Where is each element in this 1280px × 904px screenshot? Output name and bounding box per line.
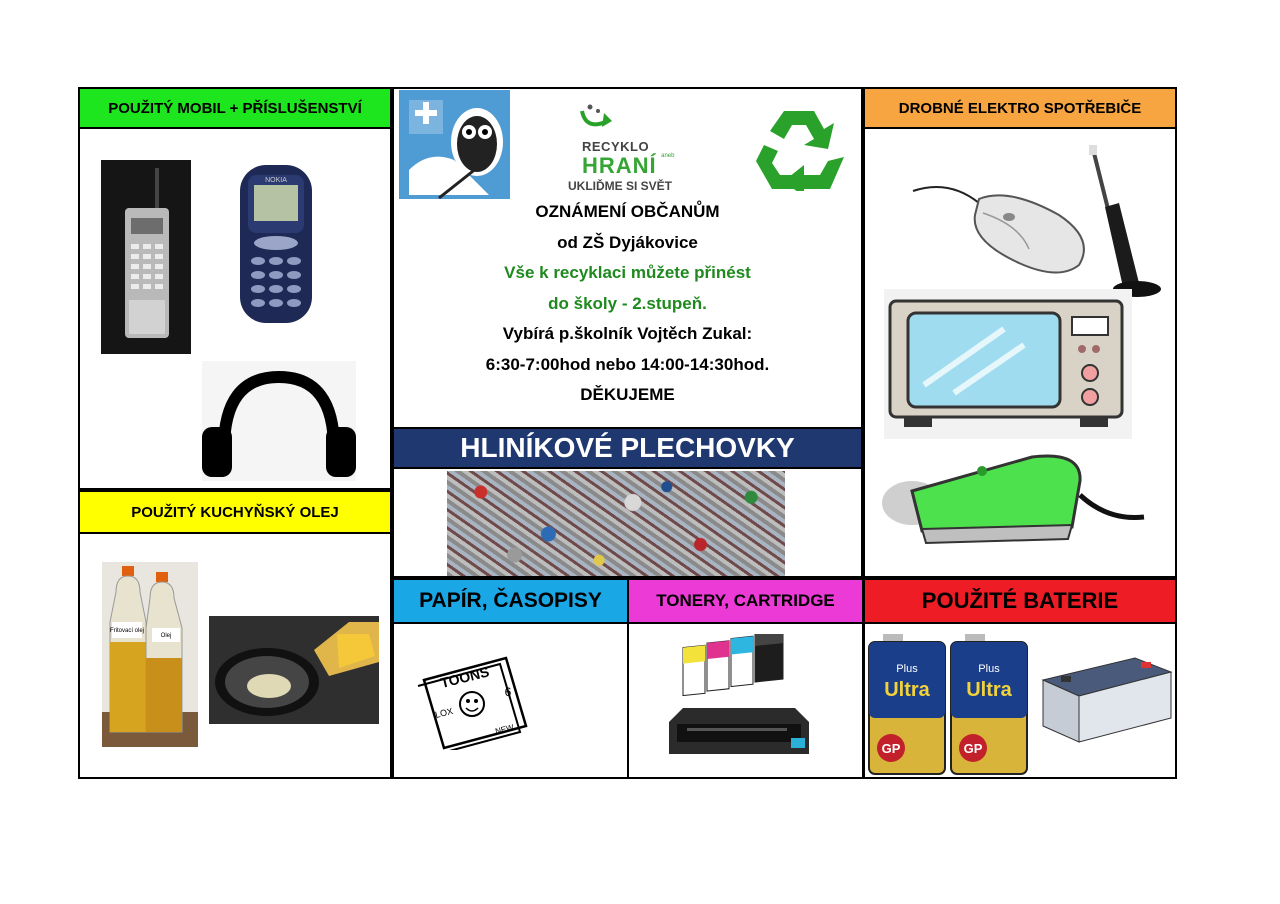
toner-cartridge-image [663, 704, 811, 762]
crushed-cans-image [447, 471, 785, 576]
header-electro [863, 87, 1177, 129]
brick-phone-image [101, 160, 191, 354]
car-battery-image [1039, 652, 1173, 744]
battery1-brand: GP [881, 741, 901, 756]
panel-paper [392, 622, 629, 779]
computer-mouse-image [909, 179, 1089, 275]
header-paper-label: PAPÍR, ČASOPISY [419, 589, 602, 612]
magazine-tag2: NEW [494, 722, 515, 736]
magazine-number: 6 [504, 685, 512, 699]
panel-announcement [392, 87, 863, 429]
recycle-icon [754, 105, 846, 191]
announcement-text [394, 197, 861, 411]
header-batteries [863, 578, 1177, 624]
header-paper [392, 578, 629, 624]
announcement-green-2: do školy - 2.stupeň. [548, 293, 707, 313]
header-oil-label: POUŽITÝ KUCHYŇSKÝ OLEJ [131, 503, 339, 521]
bottle-label-1: Fritovací olej [109, 628, 145, 634]
frying-pan-image [209, 616, 379, 724]
header-cans [392, 427, 863, 469]
ink-cartridges-image [679, 634, 791, 700]
announcement-collector: Vybírá p.školník Vojtěch Zukal: [502, 324, 753, 343]
announcement-from: od ZŠ Dyjákovice [557, 232, 698, 252]
header-batteries-label: POUŽITÉ BATERIE [921, 588, 1119, 613]
owl-logo-image [399, 90, 510, 199]
header-oil [78, 490, 392, 534]
panel-mobile [78, 127, 392, 490]
announcement-green-1: Vše k recyklaci můžete přinést [504, 263, 751, 282]
recyklohrani-logo [564, 101, 694, 195]
bottle-label-2: Olej [160, 633, 172, 639]
nokia-phone-image [236, 163, 316, 325]
header-toners-label: TONERY, CARTRIDGE [656, 591, 835, 610]
panel-cans [392, 467, 863, 578]
battery2-model: Ultra [966, 679, 1012, 701]
magazine-tag1: LOX [434, 705, 454, 720]
logo-line2-sup: aneb [661, 153, 675, 159]
panel-toners [627, 622, 864, 779]
oil-bottles-image [102, 562, 198, 747]
announcement-title: OZNÁMENÍ OBČANŮM [535, 202, 720, 221]
battery1-plus: Plus [896, 663, 918, 675]
announcement-hours: 6:30-7:00hod nebo 14:00-14:30hod. [485, 354, 770, 374]
header-electro-label: DROBNÉ ELEKTRO SPOTŘEBIČE [898, 99, 1142, 117]
header-toners [627, 578, 864, 624]
panel-oil [78, 532, 392, 779]
clothes-iron-image [882, 451, 1150, 547]
header-cans-label: HLINÍKOVÉ PLECHOVKY [460, 432, 795, 463]
header-mobile-label: POUŽITÝ MOBIL + PŘÍSLUŠENSTVÍ [108, 99, 362, 117]
logo-line2-wrap [582, 153, 674, 179]
panel-batteries [863, 622, 1177, 779]
electric-toothbrush-image [1085, 143, 1165, 299]
nokia-brand: NOKIA [265, 177, 287, 184]
header-mobile [78, 87, 392, 129]
logo-line1: RECYKLO [582, 139, 650, 154]
battery2-plus: Plus [978, 663, 1000, 675]
logo-line2: HRANÍ [582, 153, 657, 178]
magazine-title: TOONS [438, 663, 491, 691]
battery2-brand: GP [963, 741, 983, 756]
logo-line3: UKLIĎME SI SVĚT [568, 179, 673, 193]
magazine-image [414, 652, 534, 750]
battery1-model: Ultra [884, 679, 930, 701]
panel-electro [863, 127, 1177, 578]
headphones-image [202, 361, 356, 481]
microwave-image [884, 289, 1132, 439]
announcement-thanks: DĚKUJEME [580, 385, 675, 404]
gp-batteries-image [867, 632, 1033, 777]
